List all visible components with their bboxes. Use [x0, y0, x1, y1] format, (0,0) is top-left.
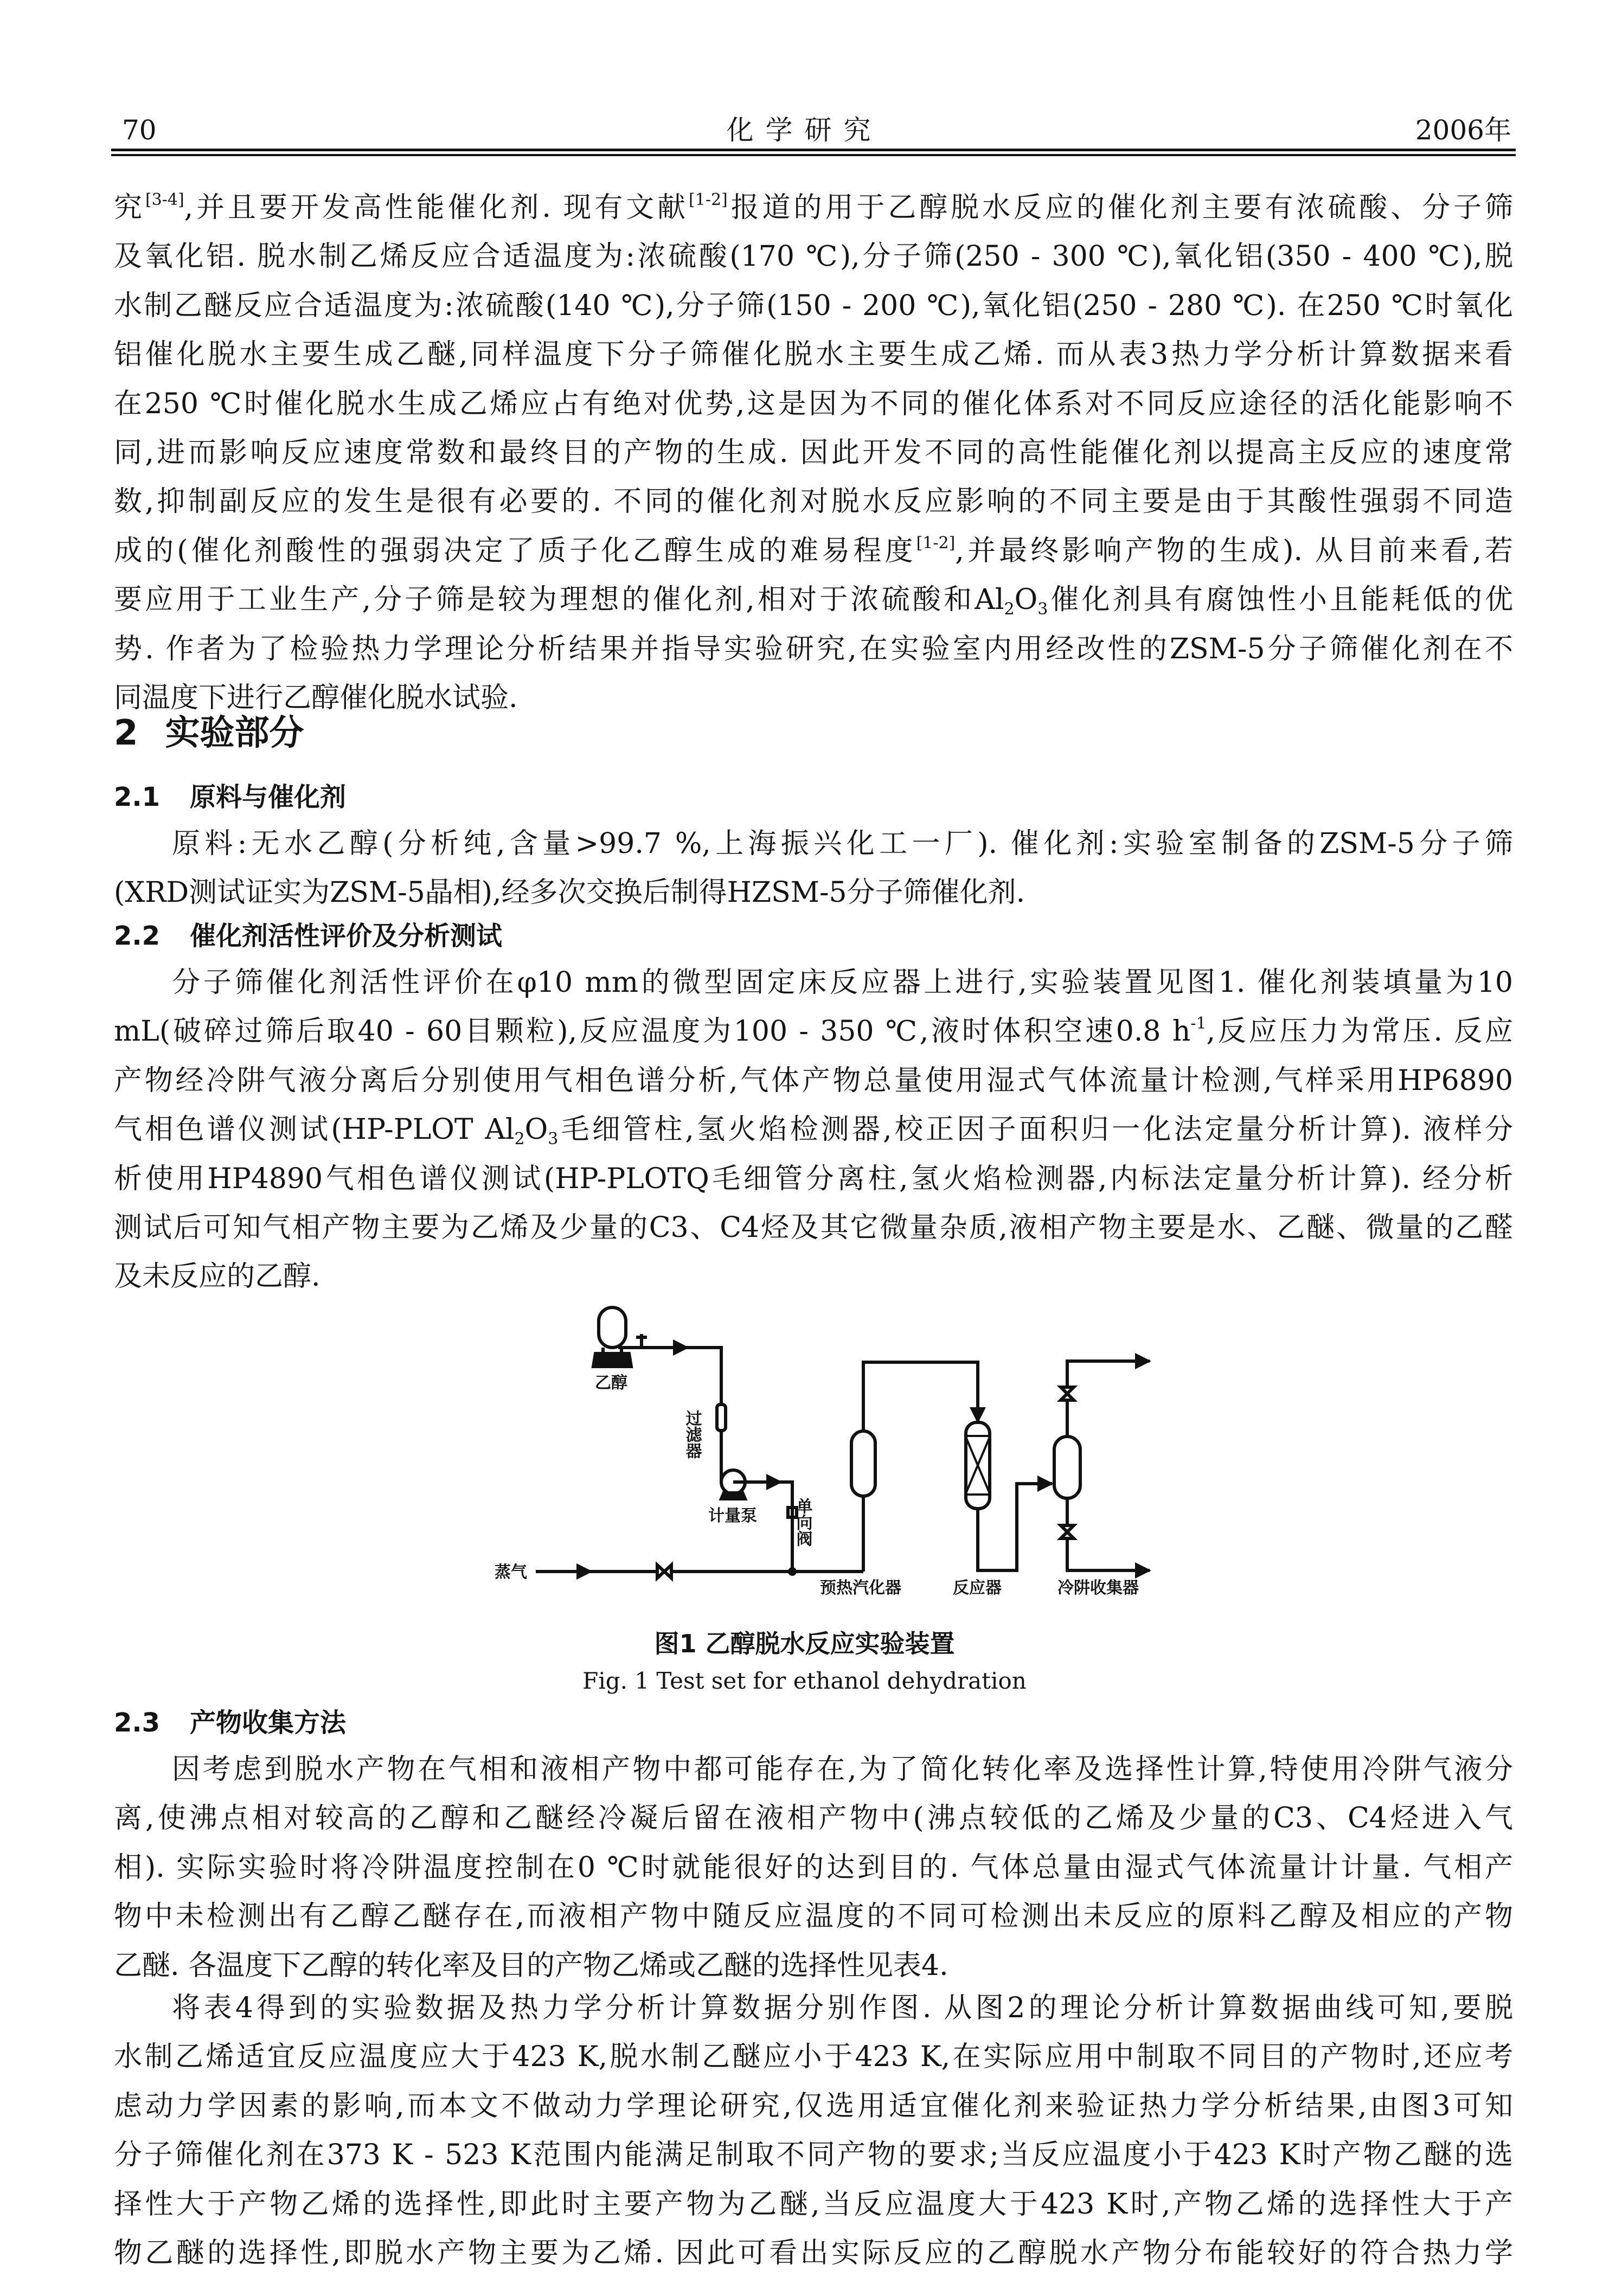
text-run: 分子筛催化剂在373 K - 523 K范围内能满足制取不同产物的要求;当反应温度小于423 K时产物乙醚的选: [114, 2139, 1513, 2172]
text-run: 乙醚. 各温度下乙醇的转化率及目的产物乙烯或乙醚的选择性见表4.: [114, 1949, 948, 1982]
text-line: [114, 2180, 1513, 2229]
text-run: 铝催化脱水主要生成乙醚,同样温度下分子筛催化脱水主要生成乙烯. 而从表3热力学分析计算数据来看: [114, 338, 1513, 371]
year: 2006年: [1415, 114, 1511, 146]
text-run: ,反应压力为常压. 反应: [1206, 1015, 1513, 1048]
text-run: ,并最终影响产物的生成). 从目前来看,若: [955, 534, 1513, 567]
feed-line: [618, 1348, 721, 1404]
text-run: 物乙醚的选择性,即脱水产物主要为乙烯. 因此可看出实际反应的乙醇脱水产物分布能较好的符合热力学: [114, 2236, 1513, 2269]
paragraph-analysis: [114, 1984, 1513, 2278]
text-run: 要应用于工业生产,分子筛是较为理想的催化剂,相对于浓硫酸和Al: [114, 583, 1004, 617]
text-line: [114, 1892, 1513, 1941]
reactor-icon: [966, 1422, 990, 1509]
figure-caption-cn: 图1 乙醇脱水反应实验装置: [654, 1629, 955, 1658]
journal-title: 化学研究: [726, 114, 883, 146]
section-title: 实验部分: [165, 713, 304, 753]
citation-superscript: [1-2]: [689, 190, 728, 209]
text-line: [114, 2032, 1513, 2081]
text-line: [114, 1843, 1513, 1892]
vent-valve-icon: [636, 1334, 647, 1348]
subsection-title: 原料与催化剂: [190, 782, 347, 812]
liquid-outlet-valve-icon: [1061, 1525, 1074, 1538]
text-line: [114, 1794, 1513, 1843]
subsection-title: 产物收集方法: [190, 1708, 347, 1738]
text-run: O: [1014, 583, 1038, 617]
text-run: 在250 ℃时催化脱水生成乙烯应占有绝对优势,这是因为不同的催化体系对不同反应途径的活化能影响不: [114, 387, 1513, 420]
subsection-number: 2.2: [114, 921, 161, 951]
text-run: 毛细管柱,氢火焰检测器,校正因子面积归一化法定量分析计算). 液样分: [558, 1113, 1513, 1146]
text-run: ,并且要开发高性能催化剂. 现有文献: [184, 191, 689, 224]
text-run: 分子筛催化剂活性评价在φ10 mm的微型固定床反应器上进行,实验装置见图1. 催化剂装填量为10: [172, 966, 1513, 999]
steam-valve-icon: [657, 1565, 671, 1578]
metering-pump-icon: [721, 1470, 745, 1499]
text-line: [114, 2131, 1513, 2179]
subsection-number: 2.3: [114, 1708, 161, 1738]
text-run: 水制乙醚反应合适温度为:浓硫酸(140 ℃),分子筛(150 - 200 ℃),氧化铝(250 - 280 ℃). 在250 ℃时氧化: [114, 289, 1513, 322]
text-run: 成的(催化剂酸性的强弱决定了质子化乙醇生成的难易程度: [114, 534, 916, 567]
label-reactor: 反应器: [953, 1579, 1002, 1598]
figure-caption-en: Fig. 1 Test set for ethanol dehydration: [582, 1668, 1027, 1694]
label-filter: 过滤器: [682, 1410, 702, 1459]
text-run: (XRD测试证实为ZSM-5晶相),经多次交换后制得HZSM-5分子筛催化剂.: [114, 876, 1025, 909]
gas-outlet-valve-icon: [1061, 1387, 1074, 1400]
subsection-number: 2.1: [114, 782, 161, 812]
label-pump: 计量泵: [708, 1506, 757, 1525]
text-run: 析使用HP4890气相色谱仪测试(HP-PLOTQ毛细管分离柱,氢火焰检测器,内标法定量分析计算). 经分析: [114, 1162, 1513, 1195]
text-run: 同,进而影响反应速度常数和最终目的产物的生成. 因此开发不同的高性能催化剂以提高主反应的速度常: [114, 436, 1513, 469]
text-line: [114, 1984, 1513, 2032]
text-line: [114, 2082, 1513, 2131]
text-run: 因考虑到脱水产物在气相和液相产物中都可能存在,为了简化转化率及选择性计算,特使用冷阱气液分: [172, 1753, 1513, 1786]
paragraph-collection: [114, 1745, 1513, 1990]
text-run: 及氧化铝. 脱水制乙烯反应合适温度为:浓硫酸(170 ℃),分子筛(250 - 300 ℃),氧化铝(350 - 400 ℃),脱: [114, 240, 1513, 273]
citation-superscript: [3-4]: [145, 190, 184, 209]
text-run: 催化剂具有腐蚀性小且能耗低的优: [1048, 583, 1513, 617]
citation-superscript: [1-2]: [916, 533, 956, 553]
citation-superscript: -1: [1190, 1014, 1207, 1034]
subscript: 3: [548, 1130, 559, 1149]
section-number: 2: [114, 713, 138, 753]
text-run: 离,使沸点相对较高的乙醇和乙醚经冷凝后留在液相产物中(沸点较低的乙烯及少量的C3、C4烃进入气: [114, 1802, 1513, 1835]
ethanol-tank-icon: [593, 1307, 631, 1367]
text-run: 及未反应的乙醇.: [114, 1260, 320, 1293]
text-run: 势. 作者为了检验热力学理论分析结果并指导实验研究,在实验室内用经改性的ZSM-5分子筛催化剂在不: [114, 632, 1513, 665]
text-run: 相). 实际实验时将冷阱温度控制在0 ℃时就能很好的达到目的. 气体总量由湿式气体流量计计量. 气相产: [114, 1851, 1513, 1884]
text-run: 气相色谱仪测试(HP-PLOT Al: [114, 1113, 515, 1146]
label-preheater: 预热汽化器: [820, 1579, 901, 1598]
subscript: 2: [514, 1130, 525, 1149]
text-line: [114, 2229, 1513, 2278]
subscript: 2: [1004, 600, 1015, 619]
text-run: 将表4得到的实验数据及热力学分析计算数据分别作图. 从图2的理论分析计算数据曲线可知,要脱: [172, 1992, 1513, 2024]
text-line: [114, 1941, 1513, 1990]
text-run: 原料:无水乙醇(分析纯,含量>99.7 %,上海振兴化工一厂). 催化剂:实验室制备的ZSM-5分子筛: [172, 828, 1513, 860]
label-check-valve: 单向阀: [793, 1498, 812, 1547]
text-run: 同温度下进行乙醇催化脱水试验.: [114, 681, 518, 714]
filter-icon: [717, 1404, 726, 1431]
text-run: 产物经冷阱气液分离后分别使用气相色谱分析,气体产物总量使用湿式气体流量计检测,气样采用HP6890: [114, 1064, 1513, 1097]
text-run: 水制乙烯适宜反应温度应大于423 K,脱水制乙醚应小于423 K,在实际应用中制取不同目的产物时,还应考: [114, 2041, 1513, 2074]
label-collector: 冷阱收集器: [1057, 1579, 1139, 1598]
text-run: mL(破碎过筛后取40 - 60目颗粒),反应温度为100 - 350 ℃,液时体积空速0.8 h: [114, 1015, 1191, 1048]
subsection-heading-2-3: [114, 1707, 346, 1739]
label-ethanol: 乙醇: [595, 1374, 627, 1393]
page-number: 70: [122, 114, 157, 146]
preheater-icon: [851, 1431, 875, 1496]
subscript: 3: [1037, 600, 1048, 619]
text-run: 数,抑制副反应的发生是很有必要的. 不同的催化剂对脱水反应影响的不同主要是由于其酸性强弱不同造: [114, 485, 1513, 518]
text-line: [114, 1745, 1513, 1794]
text-run: 测试后可知气相产物主要为乙烯及少量的C3、C4烃及其它微量杂质,液相产物主要是水、乙醚、微量的乙醛: [114, 1211, 1513, 1244]
text-run: O: [524, 1113, 548, 1146]
text-run: 虑动力学因素的影响,而本文不做动力学理论研究,仅选用适宜催化剂来验证热力学分析结果,由图3可知: [114, 2089, 1513, 2122]
text-run: 物中未检测出有乙醇乙醚存在,而液相产物中随反应温度的不同可检测出未反应的原料乙醇及相应的产物: [114, 1900, 1513, 1933]
text-run: 择性大于产物乙烯的选择性,即此时主要产物为乙醚,当反应温度大于423 K时,产物乙烯的选择性大于产: [114, 2188, 1513, 2221]
cold-trap-collector-icon: [1054, 1436, 1080, 1498]
text-run: 究: [114, 191, 145, 224]
text-run: 报道的用于乙醇脱水反应的催化剂主要有浓硫酸、分子筛: [727, 191, 1513, 224]
subsection-title: 催化剂活性评价及分析测试: [190, 921, 503, 951]
label-steam: 蒸气: [495, 1563, 527, 1582]
